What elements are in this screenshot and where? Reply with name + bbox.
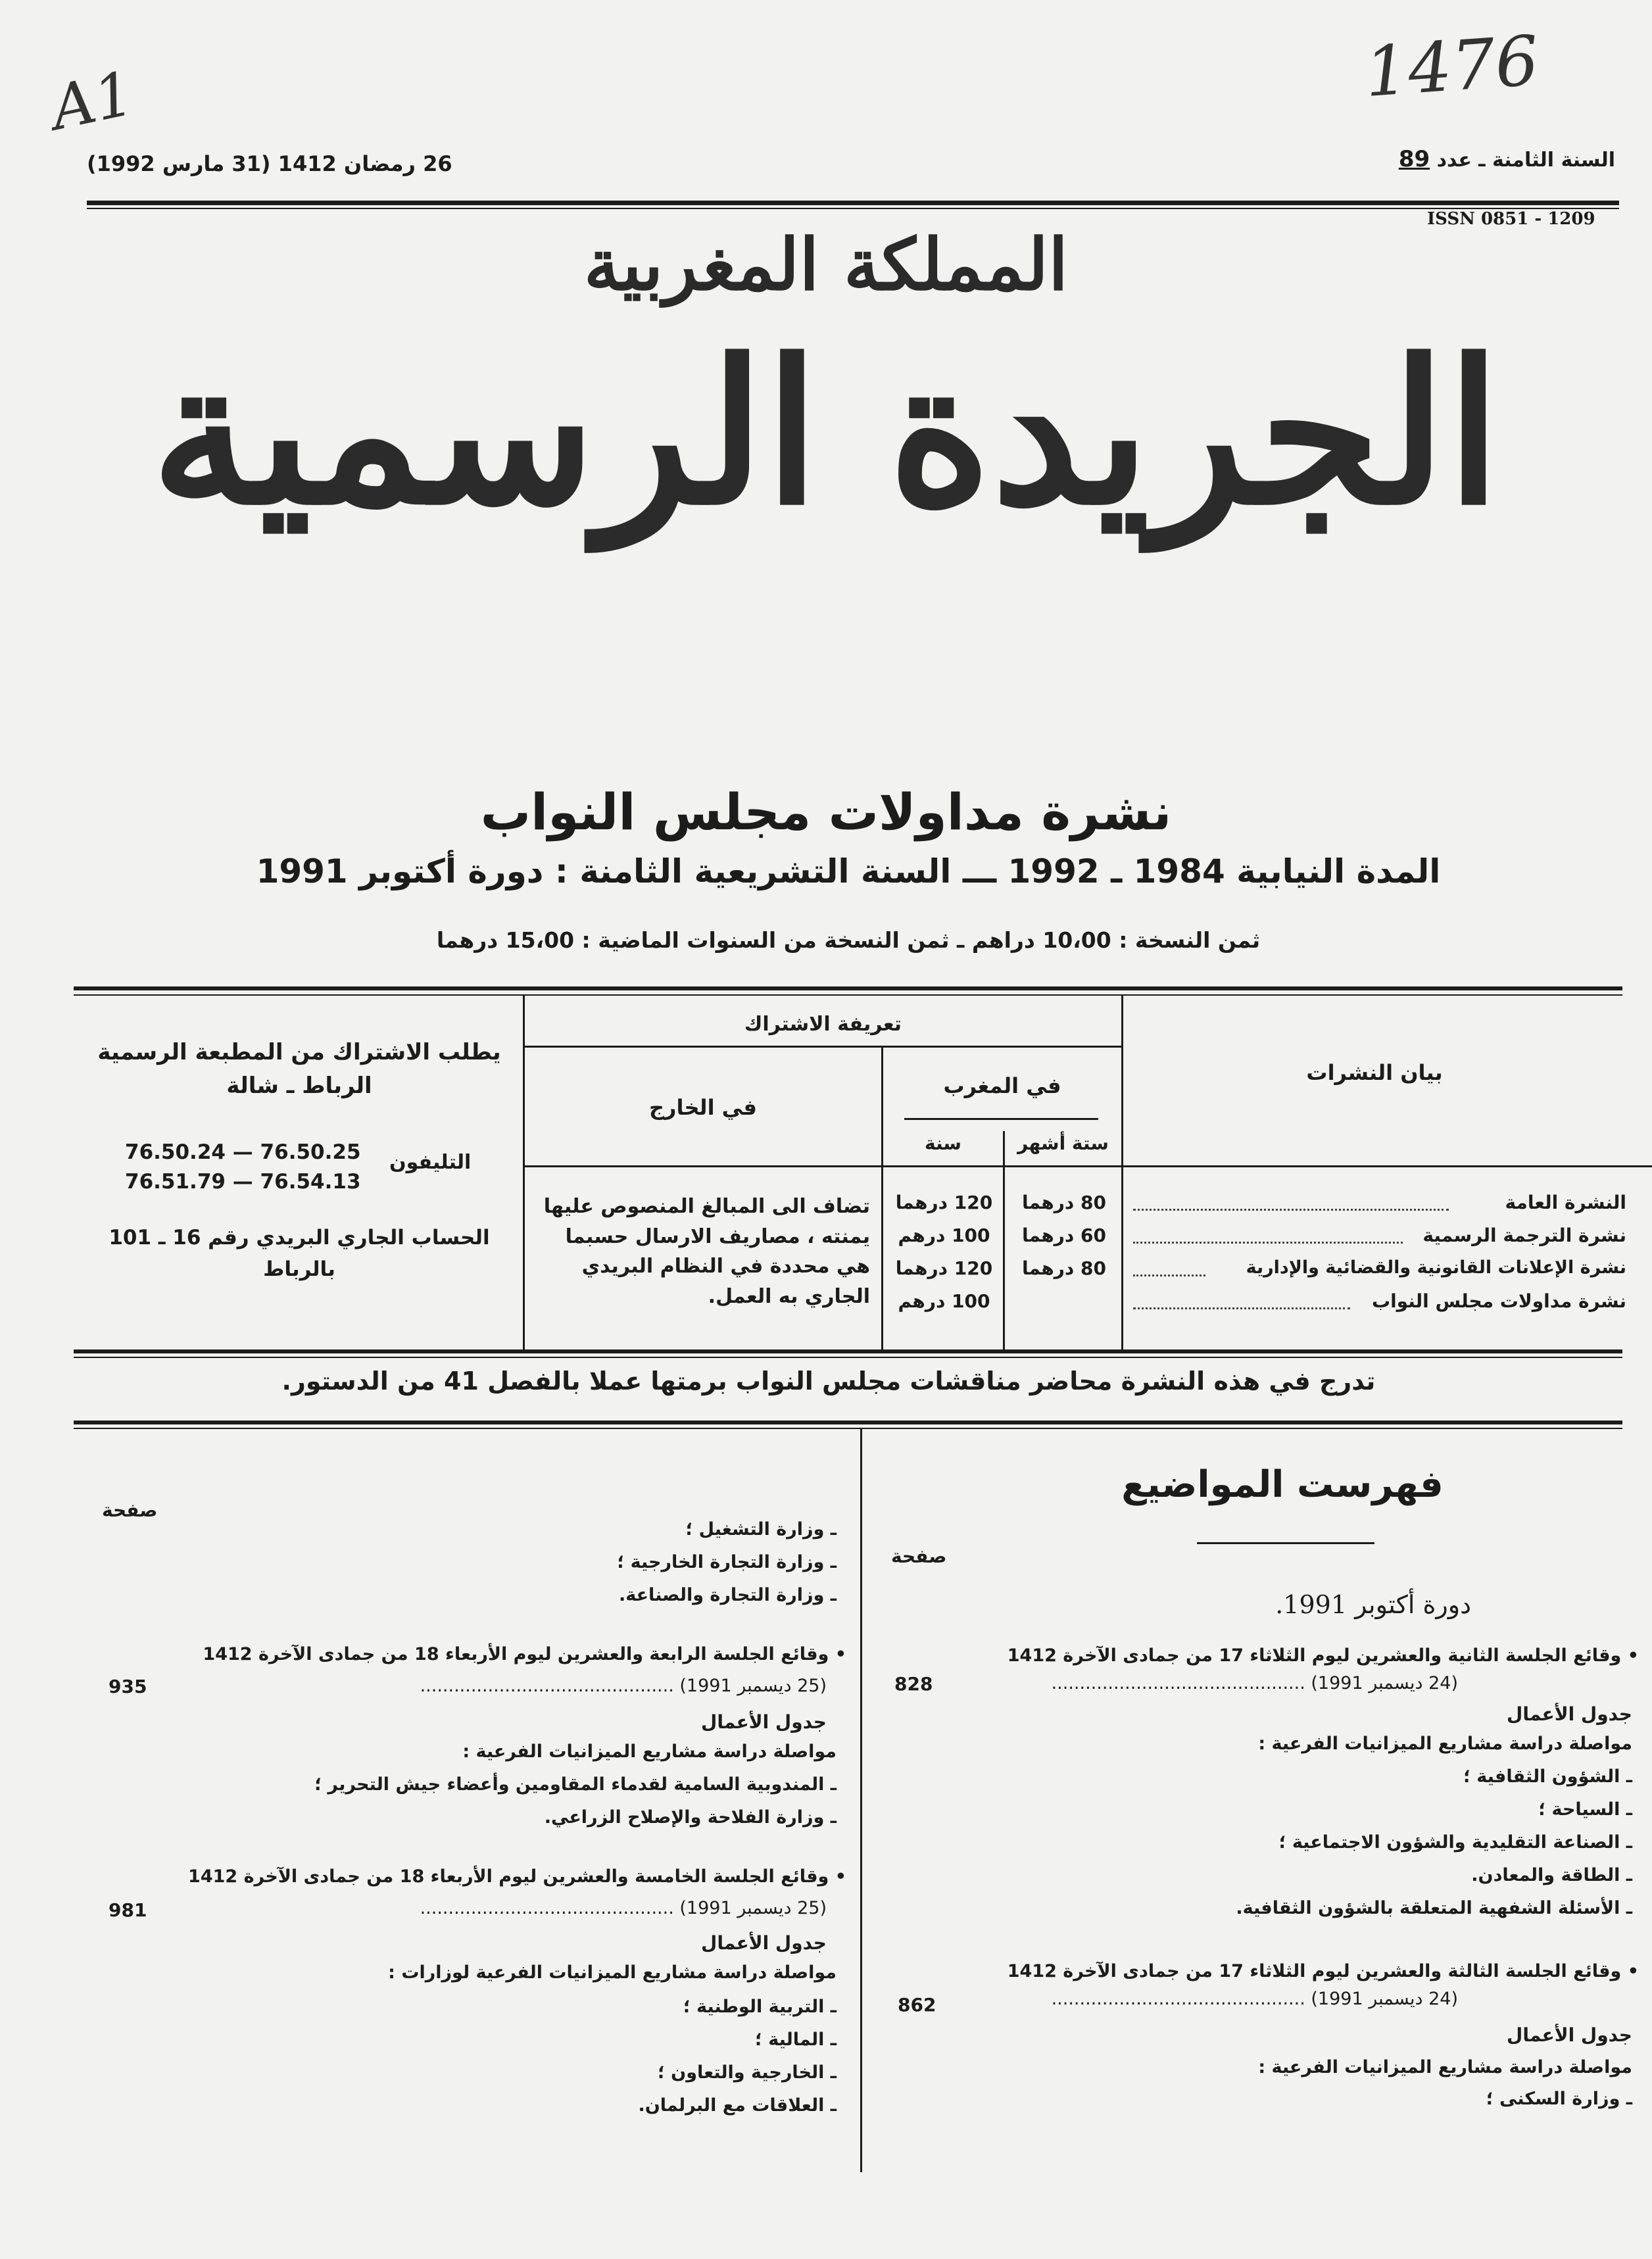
toc-title-rule	[1197, 1542, 1374, 1544]
toc-entry: (24 ديسمبر 1991) .............................................	[1051, 1989, 1458, 2009]
subscription-request: يطلب الاشتراك من المطبعة الرسمية الرباط ـ شالة	[97, 1039, 501, 1099]
toc-entry: • وقائع الجلسة الثانية والعشرين ليوم الثلاثاء 17 من جمادى الآخرة 1412	[1007, 1645, 1639, 1666]
bulletin-name: نشرة الترجمة الرسمية	[1422, 1225, 1626, 1246]
handwritten-mark-left: A1	[45, 58, 140, 144]
toc-entry: ـ وزارة التجارة الخارجية ؛	[617, 1552, 837, 1572]
toc-entry: ـ العلاقات مع البرلمان.	[638, 2095, 837, 2116]
kingdom-title: المملكة المغربية	[583, 224, 1069, 306]
toc-entry: ـ وزارة التجارة والصناعة.	[618, 1585, 837, 1605]
bulletin-name: النشرة العامة	[1505, 1192, 1626, 1213]
issn: ISSN 0851 - 1209	[1427, 209, 1595, 229]
bulletins-header: بيان النشرات	[1306, 1060, 1443, 1085]
page-number: 935	[109, 1676, 147, 1697]
toc-entry: ـ الشؤون الثقافية ؛	[1463, 1766, 1632, 1787]
year-price: 120 درهما	[895, 1257, 993, 1279]
toc-entry: ـ وزارة التشغيل ؛	[685, 1519, 837, 1540]
toc-agenda-label: جدول الأعمال	[701, 1932, 827, 1954]
subscription-top-rule-thin	[74, 994, 1622, 996]
tariff-title: تعريفة الاشتراك	[744, 1013, 902, 1036]
year-header: سنة	[925, 1132, 961, 1154]
toc-agenda-label: جدول الأعمال	[701, 1711, 827, 1733]
toc-entry: • وقائع الجلسة الخامسة والعشرين ليوم الأربعاء 18 من جمادى الآخرة 1412	[188, 1866, 846, 1887]
toc-entry: ـ المندوبية السامية لقدماء المقاومين وأعضاء جيش التحرير ؛	[314, 1774, 837, 1795]
subscription-bottom-rule-thin	[74, 1357, 1622, 1358]
header-rule	[87, 201, 1619, 205]
bulletin-row	[883, 1257, 1626, 1288]
six-month-price: 80 درهما	[1022, 1257, 1106, 1279]
toc-entry: (24 ديسمبر 1991) .............................................	[1051, 1673, 1458, 1693]
year-issue: السنة الثامنة ـ عدد 89	[1398, 146, 1615, 172]
abroad-text: تضاف الى المبالغ المنصوص عليها يمنته ، مصاريف الارسال حسبما هي محددة في النظام البريدي الجاري به العمل.	[543, 1195, 870, 1308]
notice-rule-thin	[74, 1428, 1622, 1429]
toc-entry: ـ السياحة ؛	[1538, 1799, 1632, 1820]
toc-title: فهرست المواضيع	[1121, 1463, 1444, 1506]
subscription-bottom-rule	[74, 1349, 1622, 1353]
issue-number: 89	[1398, 146, 1430, 172]
leader-dots	[1133, 1307, 1350, 1309]
six-months-header: ستة أشهر	[1017, 1132, 1109, 1154]
tariff-header-rule	[525, 1165, 1652, 1167]
bulletin-row	[883, 1192, 1626, 1222]
bulletin-name: نشرة الإعلانات القانونية والقضائية والإدارية	[1246, 1257, 1626, 1278]
phone-numbers: 76.50.24 — 76.50.25 76.51.79 — 76.54.13	[125, 1140, 361, 1194]
toc-entry: مواصلة دراسة مشاريع الميزانيات الفرعية :	[1258, 1734, 1632, 1754]
bulletin-subtitle: نشرة مداولات مجلس النواب	[480, 783, 1172, 841]
toc-entry: • وقائع الجلسة الرابعة والعشرين ليوم الأربعاء 18 من جمادى الآخرة 1412	[203, 1644, 846, 1664]
toc-entry: ـ الصناعة التقليدية والشؤون الاجتماعية ؛	[1278, 1832, 1632, 1853]
subscription-divider-left	[523, 994, 525, 1349]
page-label-left: صفحة	[102, 1499, 158, 1521]
six-month-price: 80 درهما	[1022, 1192, 1106, 1213]
year-price: 100 درهم	[898, 1225, 990, 1246]
toc-entry: (25 ديسمبر 1991) .............................................	[420, 1898, 827, 1918]
bulletin-row	[883, 1225, 1626, 1255]
page-number: 981	[109, 1899, 147, 1921]
legislative-term: المدة النيابية 1984 ـ 1992 ـــ السنة التشريعية الثامنة : دورة أكتوبر 1991	[256, 852, 1441, 890]
leader-dots	[1133, 1242, 1403, 1244]
notice-rule	[74, 1421, 1622, 1424]
copy-price: ثمن النسخة : 10،00 دراهم ـ ثمن النسخة من السنوات الماضية : 15،00 درهما	[436, 927, 1261, 953]
gazette-title: الجريدة الرسمية	[151, 316, 1501, 548]
issue-date: 26 رمضان 1412 (31 مارس 1992)	[87, 151, 452, 176]
page-label-right: صفحة	[891, 1545, 947, 1567]
postal-account: الحساب الجاري البريدي رقم 16 ـ 101 بالرباط	[109, 1226, 490, 1282]
toc-entry: ـ المالية ؛	[755, 2029, 837, 2050]
leader-dots	[1133, 1275, 1205, 1276]
toc-column-divider	[860, 1429, 862, 2172]
toc-agenda-label: جدول الأعمال	[1507, 2024, 1632, 2046]
toc-agenda-label: جدول الأعمال	[1507, 1703, 1632, 1725]
year-price: 120 درهما	[895, 1192, 993, 1213]
toc-entry: (25 ديسمبر 1991) .............................................	[420, 1676, 827, 1696]
year-price: 100 درهم	[898, 1290, 990, 1312]
toc-entry: ـ وزارة الفلاحة والإصلاح الزراعي.	[544, 1807, 837, 1828]
subscription-top-rule	[74, 986, 1622, 990]
toc-entry: مواصلة دراسة مشاريع الميزانيات الفرعية لوزارات :	[388, 1962, 837, 1983]
toc-entry: ـ الخارجية والتعاون ؛	[657, 2062, 837, 2083]
bulletin-name: نشرة مداولات مجلس النواب	[1371, 1290, 1626, 1312]
header-rule-thin	[87, 208, 1619, 209]
tariff-title-rule	[525, 1046, 1121, 1048]
handwritten-mark-right: 1476	[1362, 20, 1542, 113]
morocco-header: في المغرب	[943, 1073, 1061, 1098]
page-number: 862	[898, 1994, 936, 2016]
toc-entry: ـ الطاقة والمعادن.	[1471, 1865, 1632, 1885]
toc-entry: مواصلة دراسة مشاريع الميزانيات الفرعية :	[1258, 2057, 1632, 2077]
toc-entry: ـ الأسئلة الشفهية المتعلقة بالشؤون الثقافية.	[1236, 1898, 1632, 1918]
morocco-rule	[904, 1118, 1098, 1120]
six-month-price: 60 درهما	[1022, 1225, 1106, 1246]
toc-entry: ـ وزارة السكنى ؛	[1486, 2089, 1632, 2109]
constitution-notice: تدرج في هذه النشرة محاضر مناقشات مجلس النواب برمتها عملا بالفصل 41 من الدستور.	[281, 1367, 1376, 1396]
phone-label: التليفون	[389, 1151, 472, 1174]
session-heading: دورة أكتوبر 1991.	[1275, 1590, 1471, 1619]
abroad-header: في الخارج	[648, 1095, 757, 1120]
toc-entry: • وقائع الجلسة الثالثة والعشرين ليوم الثلاثاء 17 من جمادى الآخرة 1412	[1007, 1961, 1639, 1981]
bulletin-row	[883, 1290, 1626, 1321]
leader-dots	[1133, 1209, 1449, 1211]
page-number: 828	[894, 1673, 933, 1695]
toc-entry: مواصلة دراسة مشاريع الميزانيات الفرعية :	[462, 1741, 837, 1762]
toc-entry: ـ التربية الوطنية ؛	[683, 1997, 837, 2017]
